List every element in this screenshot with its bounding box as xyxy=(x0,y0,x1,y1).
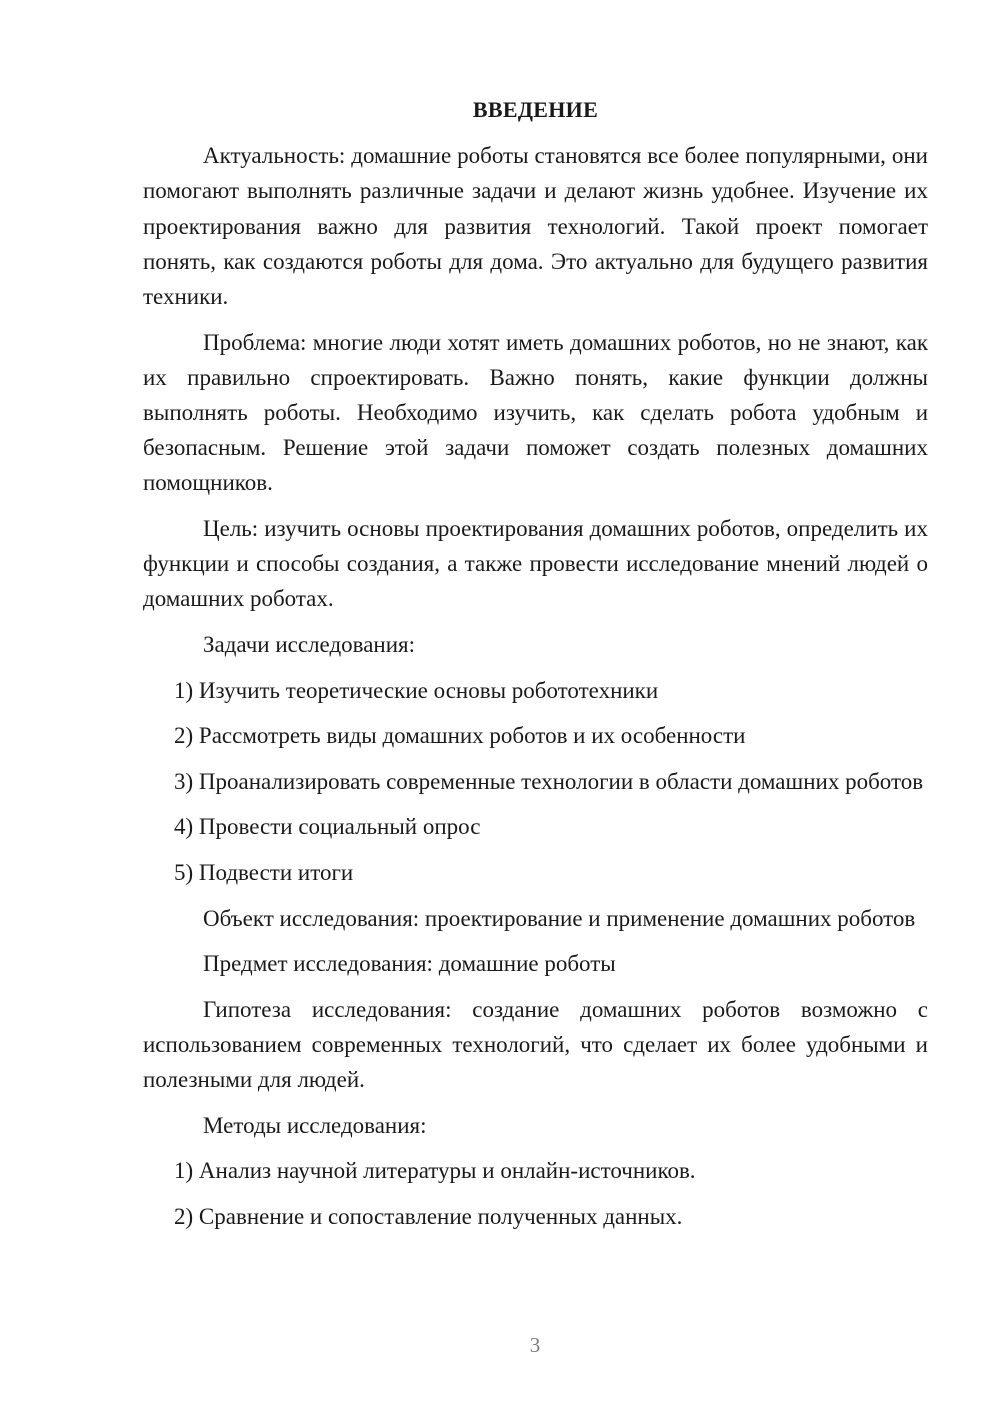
page-title: ВВЕДЕНИЕ xyxy=(472,97,599,122)
paragraph-relevance: Актуальность: домашние роботы становятся все более популярными, они помогают выполнять различные задачи и делают жизнь удобнее. Изучение их проектирования важно для развития технологий. Такой проект помогает понять, как создаются роботы для дома. Это актуально для будущего развития техники. xyxy=(143,143,928,310)
method-item-2: 2) Сравнение и сопоставление полученных данных. xyxy=(174,1203,683,1229)
paragraph-hypothesis: Гипотеза исследования: создание домашних роботов возможно с использованием современных технологий, что сделает их более удобными и полезными для людей. xyxy=(143,996,928,1093)
method-item-1: 1) Анализ научной литературы и онлайн-источников. xyxy=(174,1158,696,1184)
task-item-1: 1) Изучить теоретические основы робототехники xyxy=(174,677,659,703)
paragraph-object: Объект исследования: проектирование и применение домашних роботов xyxy=(203,905,916,931)
tasks-heading: Задачи исследования: xyxy=(203,632,416,658)
task-item-2: 2) Рассмотреть виды домашних роботов и их особенности xyxy=(174,723,746,749)
paragraph-goal: Цель: изучить основы проектирования домашних роботов, определить их функции и способы создания, а также провести исследование мнений людей о домашних роботах. xyxy=(143,516,928,612)
methods-heading: Методы исследования: xyxy=(203,1112,427,1138)
task-item-3: 3) Проанализировать современные технологии в области домашних роботов xyxy=(174,768,924,794)
page-number: 3 xyxy=(529,1333,541,1357)
paragraph-subject: Предмет исследования: домашние роботы xyxy=(203,951,616,977)
paragraph-problem: Проблема: многие люди хотят иметь домашних роботов, но не знают, как их правильно спроектировать. Важно понять, какие функции должны выполнять роботы. Необходимо изучить, как сделать робота удобным и безопасным. Решение этой задачи поможет создать полезных домашних помощников. xyxy=(143,329,928,496)
document-page xyxy=(143,92,928,1245)
task-item-5: 5) Подвести итоги xyxy=(174,859,354,885)
task-item-4: 4) Провести социальный опрос xyxy=(174,814,481,840)
